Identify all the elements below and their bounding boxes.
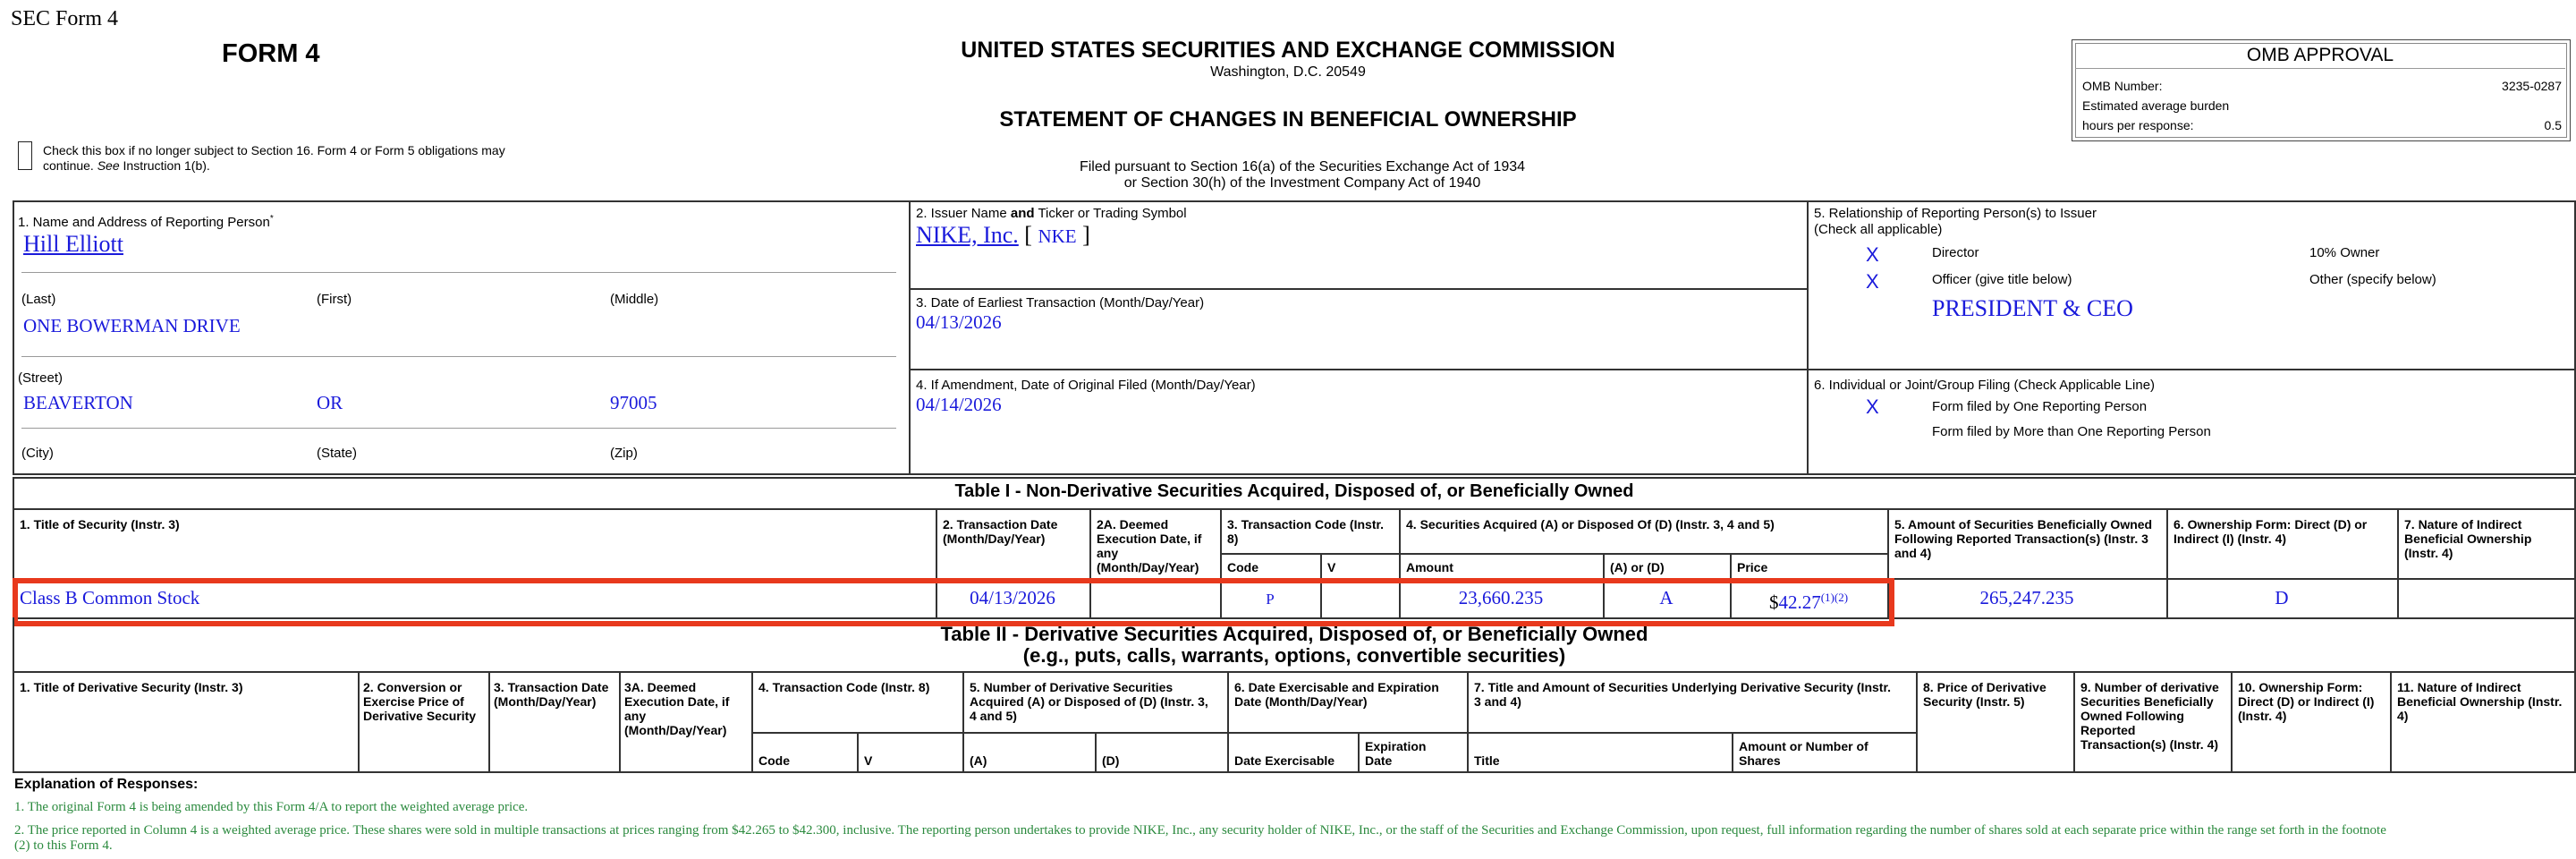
one-person-label: Form filed by One Reporting Person bbox=[1932, 399, 2148, 414]
t2-col-8 bbox=[1916, 671, 1918, 771]
t1-row-price: $\$42.27^{(1)(2)}$ bbox=[1768, 591, 1849, 613]
t2-h7-title: Title bbox=[1474, 753, 1500, 768]
t2-col-7b bbox=[1732, 732, 1733, 771]
box5-box6-divider bbox=[1807, 369, 2576, 370]
ten-percent-owner-label: 10% Owner bbox=[2309, 245, 2380, 260]
top-box-col-divider-1 bbox=[909, 200, 911, 474]
one-person-check[interactable]: X bbox=[1866, 395, 1879, 418]
filed-pursuant-1: Filed pursuant to Section 16(a) of the Securities Exchange Act of 1934 bbox=[1079, 159, 1526, 174]
t2-h9-3: Owned Following bbox=[2080, 709, 2184, 723]
issuer-name-link[interactable]: NIKE, Inc. bbox=[916, 222, 1019, 248]
agency-location: Washington, D.C. 20549 bbox=[1210, 64, 1366, 80]
name-underline bbox=[21, 272, 896, 273]
t2-col-9 bbox=[2073, 671, 2075, 771]
t2-h8-1: 8. Price of Derivative bbox=[1923, 680, 2046, 694]
t1-col-7 bbox=[2397, 508, 2399, 617]
filed-pursuant-2: or Section 30(h) of the Investment Company Act of 1940 bbox=[1123, 175, 1481, 191]
t1-row-ad: A bbox=[1659, 587, 1674, 608]
top-box-left-border bbox=[13, 200, 14, 474]
last-label: (Last) bbox=[21, 292, 56, 307]
omb-burden-label-2: hours per response: bbox=[2082, 118, 2194, 132]
t2-h7-amt-1: Amount or Number of bbox=[1739, 739, 1868, 753]
t1-h5-2: Following Reported Transaction(s) (Instr. 3 bbox=[1894, 532, 2148, 546]
t2-h3-2: (Month/Day/Year) bbox=[494, 694, 597, 709]
t1-subheader-divider bbox=[1220, 553, 1887, 555]
street-label: (Street) bbox=[18, 370, 64, 386]
officer-title: PRESIDENT & CEO bbox=[1932, 295, 2133, 321]
city-value: BEAVERTON bbox=[23, 392, 133, 413]
agency-title: UNITED STATES SECURITIES AND EXCHANGE COMMISSION bbox=[961, 38, 1615, 63]
table2-left-border bbox=[13, 617, 14, 771]
state-value: OR bbox=[317, 392, 343, 413]
table2-title-2: (e.g., puts, calls, warrants, options, convertible securities) bbox=[1022, 644, 1566, 667]
t2-h2-3: Derivative Security bbox=[363, 709, 477, 723]
form-title: FORM 4 bbox=[222, 39, 320, 68]
t2-h7-2: 3 and 4) bbox=[1474, 694, 1521, 709]
explanation-title: Explanation of Responses: bbox=[14, 777, 199, 792]
t2-h6-exp-1: Expiration bbox=[1365, 739, 1427, 753]
reporting-person-name-link[interactable]: Hill Elliott bbox=[23, 231, 123, 257]
t2-h7-1: 7. Title and Amount of Securities Underlying Derivative Security (Instr. bbox=[1474, 680, 1892, 694]
city-underline bbox=[21, 428, 896, 429]
t2-col-1 bbox=[358, 671, 360, 771]
t1-h2-1: 2. Transaction Date bbox=[943, 517, 1058, 532]
city-label: (City) bbox=[21, 446, 54, 461]
earliest-transaction-date: 04/13/2026 bbox=[916, 311, 1002, 333]
middle-label: (Middle) bbox=[610, 292, 659, 307]
t2-h10-1: 10. Ownership Form: bbox=[2238, 680, 2363, 694]
t2-h3-1: 3. Transaction Date bbox=[494, 680, 609, 694]
t1-h6-1: 6. Ownership Form: Direct (D) or bbox=[2174, 517, 2368, 532]
t2-col-10 bbox=[2231, 671, 2233, 771]
t2-h6-1: 6. Date Exercisable and Expiration bbox=[1234, 680, 1439, 694]
t1-row-code: P bbox=[1266, 591, 1275, 608]
top-box-bottom-border bbox=[13, 473, 2576, 475]
footnote-1: 1. The original Form 4 is being amended by this Form 4/A to report the weighted average price. bbox=[14, 800, 529, 814]
t2-h9-1: 9. Number of derivative bbox=[2080, 680, 2219, 694]
table1-title: Table I - Non-Derivative Securities Acquired, Disposed of, or Beneficially Owned bbox=[954, 481, 1634, 501]
t2-col-5 bbox=[962, 671, 964, 771]
t2-h9-4: Reported bbox=[2080, 723, 2136, 737]
t1-row-title: Class B Common Stock bbox=[20, 587, 200, 608]
t2-h10-3: (Instr. 4) bbox=[2238, 709, 2287, 723]
t2-h1: 1. Title of Derivative Security (Instr. 3) bbox=[20, 680, 243, 694]
box5-label-2: (Check all applicable) bbox=[1814, 222, 1943, 237]
t2-h11-3: 4) bbox=[2397, 709, 2409, 723]
t2-h5-3: 4 and 5) bbox=[970, 709, 1017, 723]
t2-h3a-2: Execution Date, if bbox=[624, 694, 730, 709]
footnote-2-line-1: 2. The price reported in Column 4 is a weighted average price. These shares were sold in multiple transactions at prices ranging from $42.265 to $42.300, inclusive. The reporting person undertakes to provide NIKE, Inc., any security holder of NIKE, Inc., or the staff of the Securities and Exchange Commission, upon request, full information regarding the number of shares sold at each separate price within the range set forth in the footnote bbox=[14, 823, 2386, 838]
zip-label: (Zip) bbox=[610, 446, 638, 461]
page-label: SEC Form 4 bbox=[11, 7, 119, 30]
ticker-bracket-close: ] bbox=[1082, 222, 1090, 248]
t1-row-owned: 265,247.235 bbox=[1979, 587, 2074, 608]
t2-h6-ex: Date Exercisable bbox=[1234, 753, 1335, 768]
ticker-link[interactable]: NKE bbox=[1038, 225, 1077, 247]
box3-label: 3. Date of Earliest Transaction (Month/Day/Year) bbox=[916, 295, 1205, 310]
t1-row-form: D bbox=[2275, 587, 2289, 608]
street-value: ONE BOWERMAN DRIVE bbox=[23, 315, 241, 336]
t2-h4-v: V bbox=[864, 753, 873, 768]
statement-title: STATEMENT OF CHANGES IN BENEFICIAL OWNERSHIP bbox=[999, 107, 1577, 132]
box3-box4-divider bbox=[909, 369, 1807, 370]
t2-col-5b bbox=[1095, 732, 1097, 771]
t2-h3a-3: any bbox=[624, 709, 647, 723]
t2-h9-5: Transaction(s) (Instr. 4) bbox=[2080, 737, 2219, 752]
t2-h3a-1: 3A. Deemed bbox=[624, 680, 697, 694]
t1-h2a-1: 2A. Deemed bbox=[1097, 517, 1169, 532]
t1-h4-price: Price bbox=[1737, 560, 1768, 574]
t1-h2a-2: Execution Date, if bbox=[1097, 532, 1202, 546]
box6-label: 6. Individual or Joint/Group Filing (Check Applicable Line) bbox=[1814, 378, 2156, 393]
t2-col-2 bbox=[488, 671, 490, 771]
t2-col-4b bbox=[857, 732, 859, 771]
omb-divider bbox=[2075, 68, 2565, 69]
t2-h3a-4: (Month/Day/Year) bbox=[624, 723, 727, 737]
more-person-label: Form filed by More than One Reporting Person bbox=[1932, 424, 2211, 439]
t1-h4-ad: (A) or (D) bbox=[1610, 560, 1665, 574]
t2-col-4 bbox=[751, 671, 753, 771]
footnote-2-line-2: (2) to this Form 4. bbox=[14, 838, 113, 853]
t1-h2a-3: any bbox=[1097, 546, 1119, 560]
t2-h6-exp-2: Date bbox=[1365, 753, 1393, 768]
t2-h2-1: 2. Conversion or bbox=[363, 680, 462, 694]
table2-bottom-border bbox=[13, 771, 2576, 773]
section16-text-2: continue. See Instruction 1(b). bbox=[43, 158, 210, 173]
t2-h5-1: 5. Number of Derivative Securities bbox=[970, 680, 1174, 694]
table2-top-border bbox=[13, 671, 2576, 673]
box1-label: 1. Name and Address of Reporting Person* bbox=[18, 214, 274, 230]
t1-row-date: 04/13/2026 bbox=[970, 587, 1055, 608]
table2-title-1: Table II - Derivative Securities Acquired, Disposed of, or Beneficially Owned bbox=[940, 623, 1648, 645]
table1-title-divider bbox=[13, 508, 2576, 510]
t1-h7-1: 7. Nature of Indirect bbox=[2404, 517, 2522, 532]
t1-h3-v: V bbox=[1327, 560, 1336, 574]
amendment-date: 04/14/2026 bbox=[916, 394, 1002, 415]
top-box-top-border bbox=[13, 200, 2576, 202]
t1-h1: 1. Title of Security (Instr. 3) bbox=[20, 517, 180, 532]
t2-h4-code: Code bbox=[758, 753, 790, 768]
omb-number-value: 3235-0287 bbox=[2502, 79, 2562, 93]
director-label: Director bbox=[1932, 245, 1979, 260]
t2-h9-2: Securities Beneficially bbox=[2080, 694, 2214, 709]
zip-value: 97005 bbox=[610, 392, 657, 413]
t1-h5-1: 5. Amount of Securities Beneficially Owned bbox=[1894, 517, 2153, 532]
omb-burden-label-1: Estimated average burden bbox=[2082, 98, 2230, 113]
t2-h8-2: Security (Instr. 5) bbox=[1923, 694, 2025, 709]
director-check[interactable]: X bbox=[1866, 243, 1879, 266]
section16-text-1: Check this box if no longer subject to Section 16. Form 4 or Form 5 obligations may bbox=[43, 143, 505, 157]
section16-checkbox[interactable] bbox=[18, 141, 32, 170]
t2-h2-2: Exercise Price of bbox=[363, 694, 464, 709]
t2-h10-2: Direct (D) or Indirect (I) bbox=[2238, 694, 2375, 709]
table1-top-border bbox=[13, 477, 2576, 479]
t1-h3-code: Code bbox=[1227, 560, 1258, 574]
t1-h2-2: (Month/Day/Year) bbox=[943, 532, 1046, 546]
first-label: (First) bbox=[317, 292, 352, 307]
t1-h3-2: 8) bbox=[1227, 532, 1239, 546]
t1-h4: 4. Securities Acquired (A) or Disposed Of (D) (Instr. 3, 4 and 5) bbox=[1406, 517, 1775, 532]
t2-h5-d: (D) bbox=[1102, 753, 1120, 768]
t2-h4: 4. Transaction Code (Instr. 8) bbox=[758, 680, 930, 694]
t2-h7-amt-2: Shares bbox=[1739, 753, 1781, 768]
t1-h4-amount: Amount bbox=[1406, 560, 1453, 574]
t1-h7-2: Beneficial Ownership bbox=[2404, 532, 2532, 546]
t1-h3-1: 3. Transaction Code (Instr. bbox=[1227, 517, 1385, 532]
top-box-col-divider-2 bbox=[1807, 200, 1809, 474]
omb-title: OMB APPROVAL bbox=[2246, 45, 2394, 65]
t1-h7-3: (Instr. 4) bbox=[2404, 546, 2453, 560]
box2-box3-divider bbox=[909, 288, 1807, 290]
t2-h5-a: (A) bbox=[970, 753, 987, 768]
t2-col-6b bbox=[1358, 732, 1360, 771]
issuer-line bbox=[916, 222, 1090, 250]
highlight-box bbox=[13, 578, 1894, 626]
t2-h5-2: Acquired (A) or Disposed of (D) (Instr. 3, bbox=[970, 694, 1208, 709]
t2-col-3 bbox=[619, 671, 621, 771]
t1-h2a-4: (Month/Day/Year) bbox=[1097, 560, 1199, 574]
t2-col-11 bbox=[2390, 671, 2392, 771]
t1-h5-3: and 4) bbox=[1894, 546, 1932, 560]
t2-h11-2: Beneficial Ownership (Instr. bbox=[2397, 694, 2563, 709]
officer-check[interactable]: X bbox=[1866, 270, 1879, 293]
state-label: (State) bbox=[317, 446, 358, 461]
omb-number-label: OMB Number: bbox=[2082, 79, 2163, 93]
t2-h11-1: 11. Nature of Indirect bbox=[2397, 680, 2521, 694]
t2-h6-2: Date (Month/Day/Year) bbox=[1234, 694, 1368, 709]
other-label: Other (specify below) bbox=[2309, 272, 2436, 287]
ticker-bracket-open: [ bbox=[1024, 222, 1032, 248]
t2-col-6 bbox=[1227, 671, 1229, 771]
t2-col-7 bbox=[1467, 671, 1469, 771]
t1-row-amount: 23,660.235 bbox=[1458, 587, 1544, 608]
box5-label-1: 5. Relationship of Reporting Person(s) to Issuer bbox=[1814, 206, 2097, 221]
t1-h6-2: Indirect (I) (Instr. 4) bbox=[2174, 532, 2287, 546]
street-underline bbox=[21, 356, 896, 357]
t2-subheader-divider bbox=[751, 732, 1916, 734]
officer-label: Officer (give title below) bbox=[1932, 272, 2072, 287]
box2-label: 2. Issuer Name and Ticker or Trading Symbol bbox=[916, 206, 1187, 221]
box4-label: 4. If Amendment, Date of Original Filed (Month/Day/Year) bbox=[916, 378, 1256, 393]
omb-burden-value: 0.5 bbox=[2544, 118, 2562, 132]
